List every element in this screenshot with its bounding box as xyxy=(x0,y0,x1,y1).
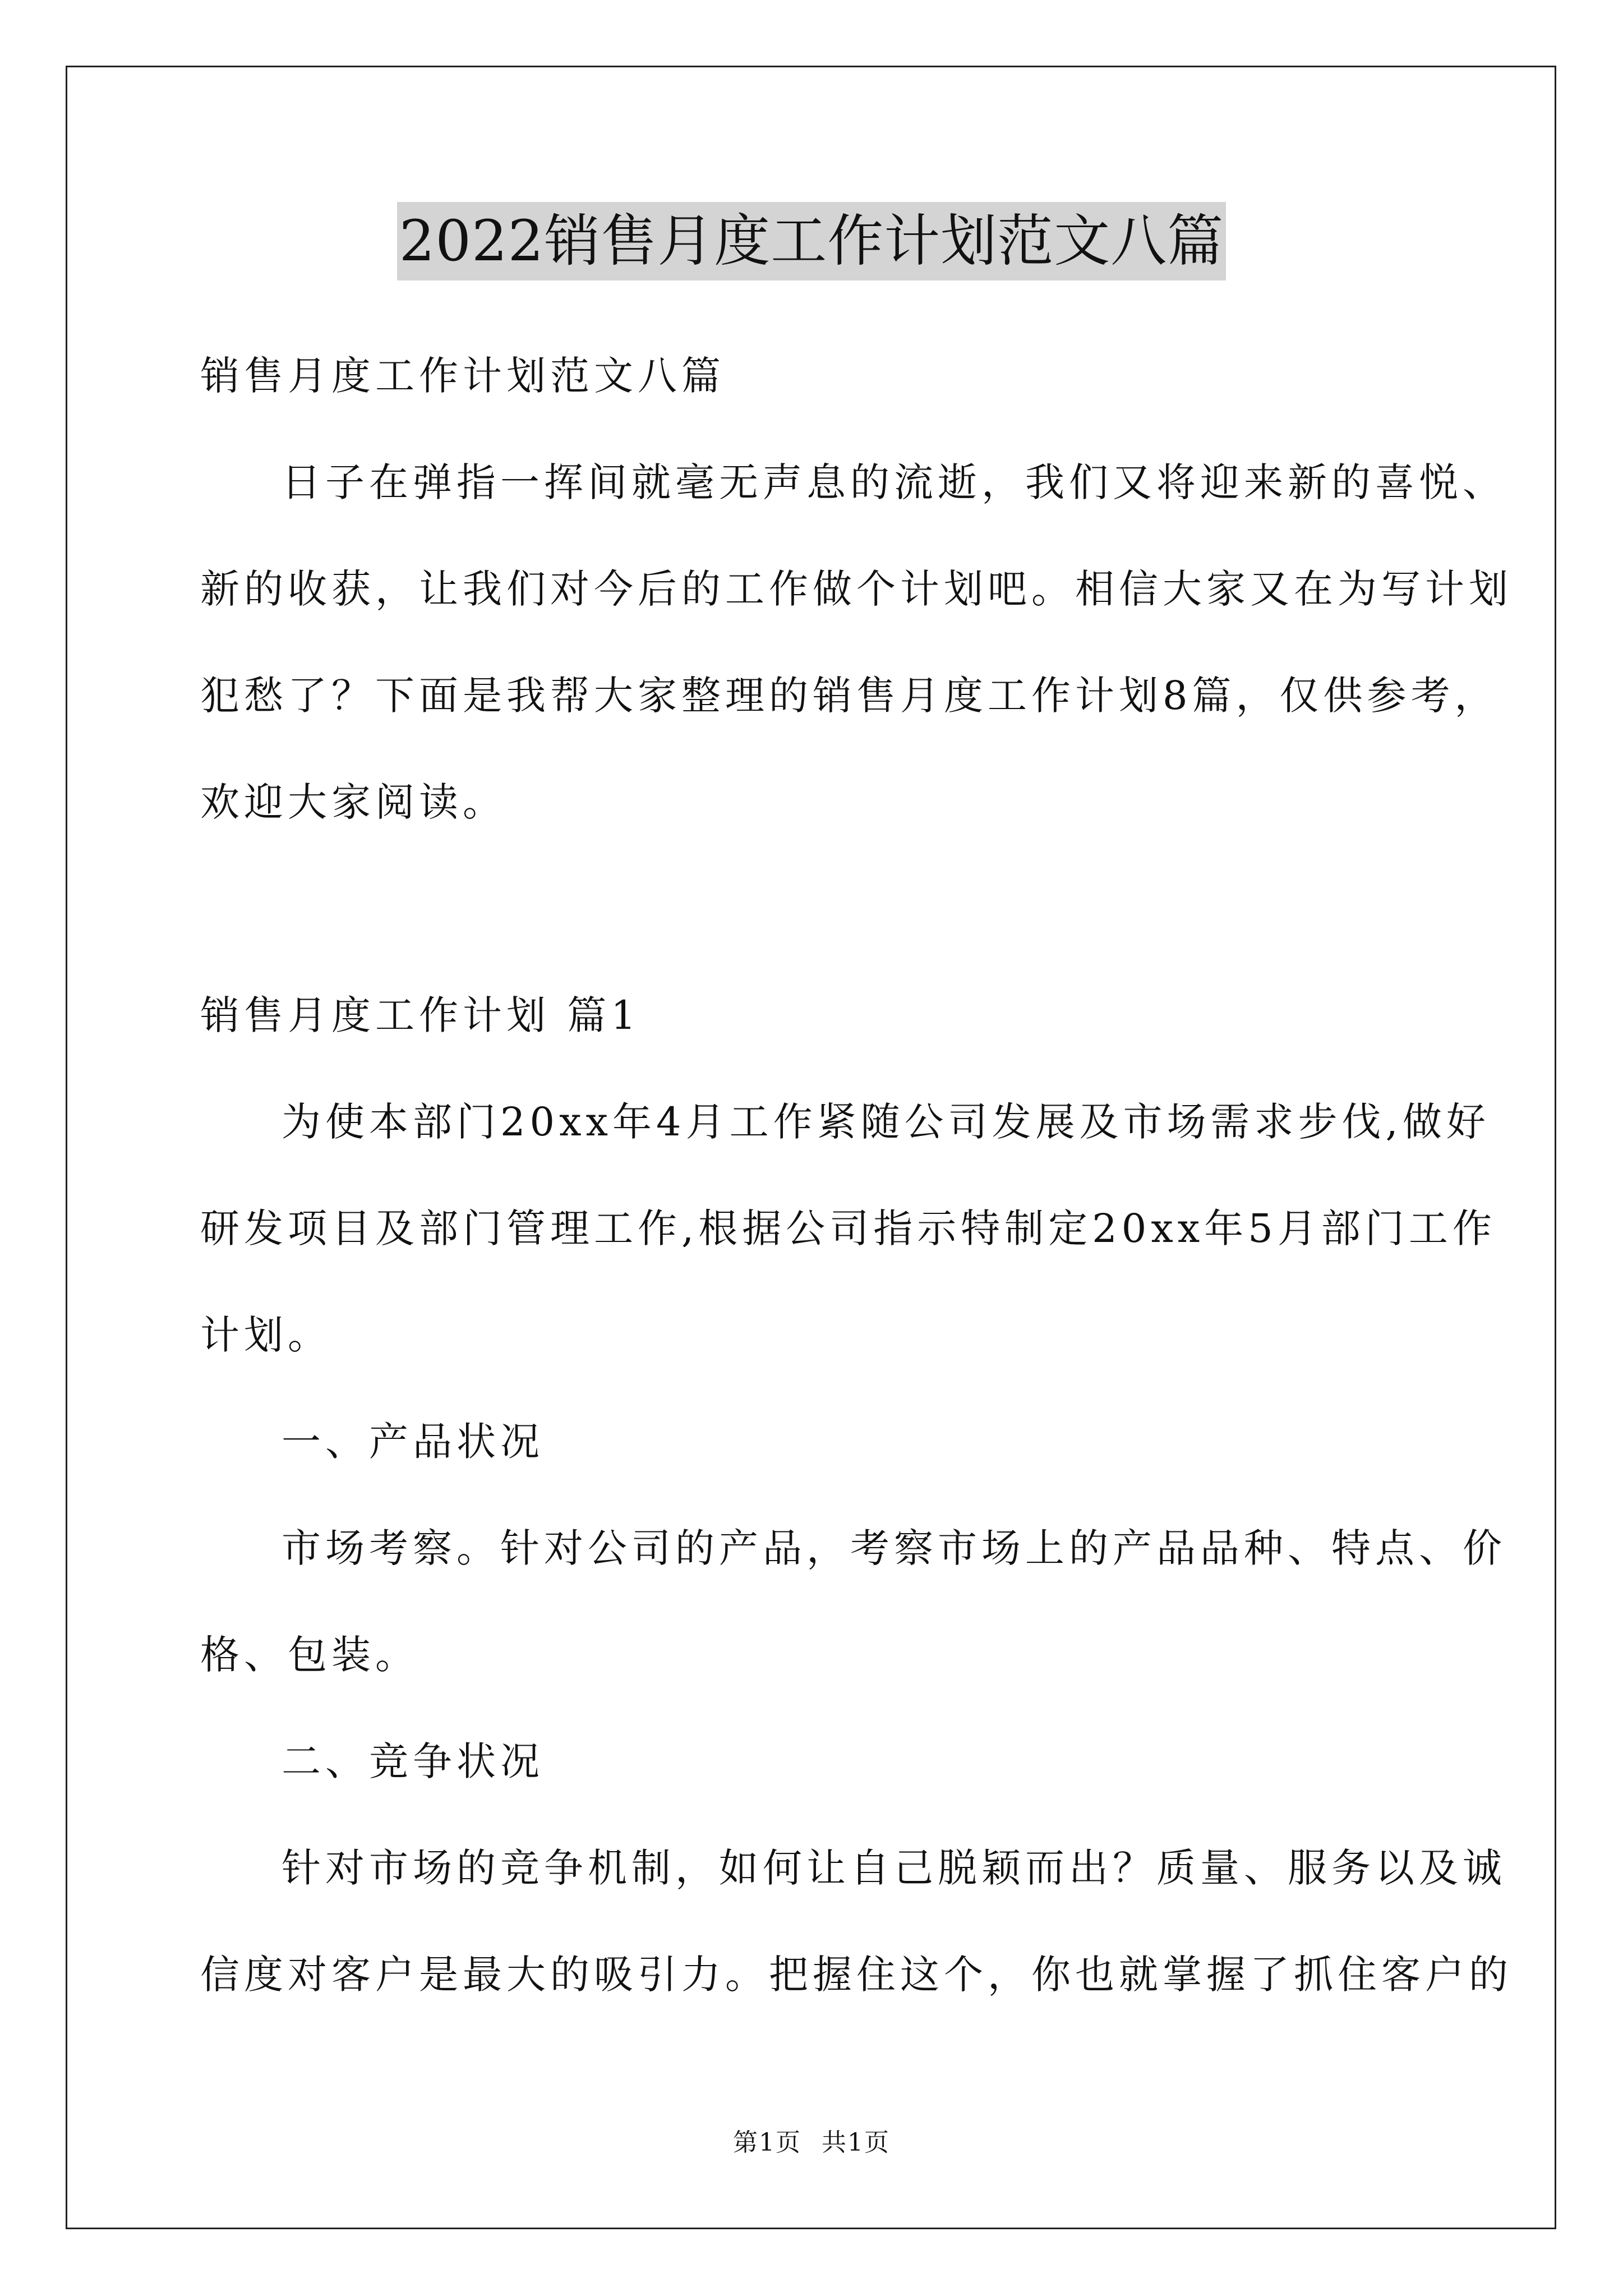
subtitle-line: 销售月度工作计划范文八篇 xyxy=(200,353,725,399)
paragraph-line: 信度对客户是最大的吸引力。把握住这个，你也就掌握了抓住客户的 xyxy=(200,1952,1513,1998)
paragraph-line: 市场考察。针对公司的产品，考察市场上的产品品种、特点、价 xyxy=(282,1525,1506,1571)
page-footer xyxy=(0,2126,1623,2160)
paragraph-line: 新的收获，让我们对今后的工作做个计划吧。相信大家又在为写计划 xyxy=(200,566,1513,612)
section-heading: 销售月度工作计划 篇1 xyxy=(200,992,640,1038)
page-count: 共1页 xyxy=(822,2128,890,2157)
paragraph-line: 针对市场的竞争机制，如何让自己脱颖而出？质量、服务以及诚 xyxy=(282,1845,1506,1891)
page-number: 第1页 xyxy=(733,2128,801,2157)
subsection-heading: 一、产品状况 xyxy=(282,1419,544,1465)
document-title: 2022销售月度工作计划范文八篇 xyxy=(397,202,1227,280)
subsection-heading: 二、竞争状况 xyxy=(282,1738,544,1784)
paragraph-line: 格、包装。 xyxy=(200,1632,419,1678)
title-container xyxy=(0,202,1623,280)
paragraph-line: 为使本部门20xx年4月工作紧随公司发展及市场需求步伐,做好 xyxy=(282,1099,1490,1145)
paragraph-line: 犯愁了？下面是我帮大家整理的销售月度工作计划8篇，仅供参考， xyxy=(200,673,1498,719)
paragraph-line: 计划。 xyxy=(200,1312,331,1358)
paragraph-line: 欢迎大家阅读。 xyxy=(200,779,506,825)
paragraph-line: 研发项目及部门管理工作,根据公司指示特制定20xx年5月部门工作 xyxy=(200,1205,1496,1251)
paragraph-line: 日子在弹指一挥间就毫无声息的流逝，我们又将迎来新的喜悦、 xyxy=(282,459,1506,505)
